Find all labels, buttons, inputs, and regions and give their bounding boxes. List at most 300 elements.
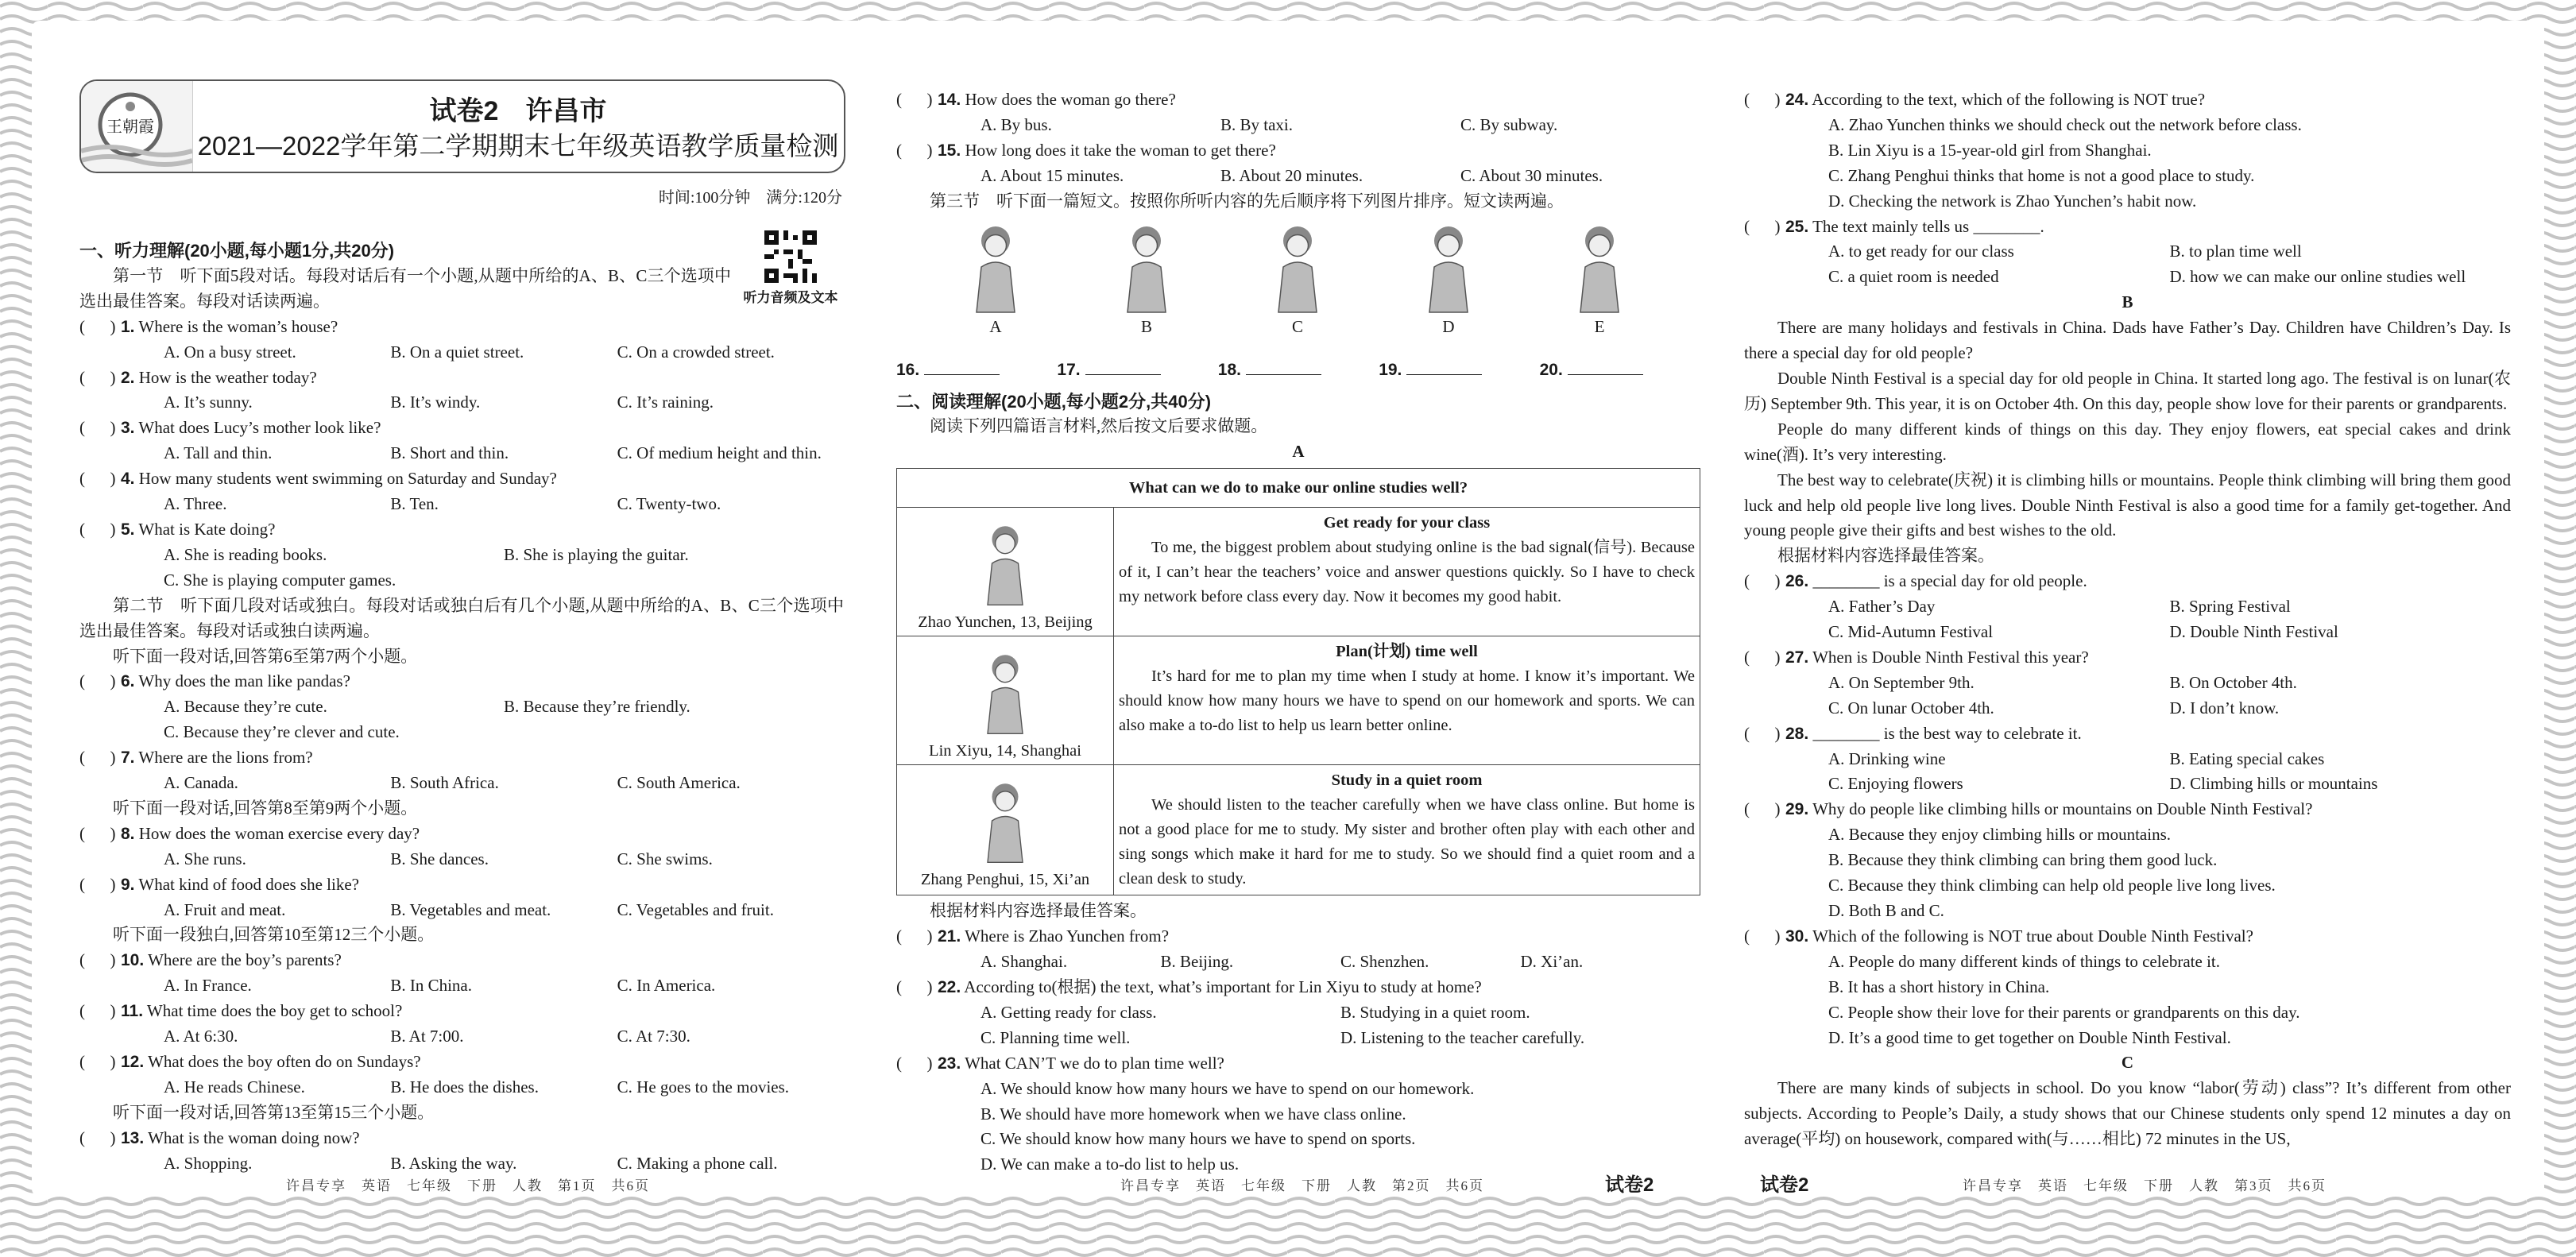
answer-option: B. We should have more homework when we have class online. (981, 1104, 1406, 1124)
answer-blank[interactable]: ( ) (79, 1052, 116, 1071)
answer-option: A. Shanghai. (981, 952, 1068, 972)
blank-number: 20. (1539, 360, 1563, 379)
answer-options (1744, 671, 2511, 721)
answer-blank[interactable]: ( ) (896, 1053, 933, 1073)
passage-a-table (896, 468, 1700, 895)
answer-options (896, 1000, 1700, 1051)
question-1 (79, 315, 844, 340)
answer-options (1744, 950, 2511, 1051)
picture-label: E (1594, 316, 1605, 336)
question-number: 27. (1785, 648, 1809, 667)
answer-options (1744, 113, 2511, 215)
answer-option: C. On a crowded street. (617, 342, 775, 362)
footer-exam-mark: 试卷2 (1605, 1174, 1654, 1196)
question-text: ________ is a special day for old people. (1812, 571, 2087, 591)
answer-options (79, 390, 844, 416)
question-10 (79, 948, 844, 973)
blank-number: 18. (1217, 360, 1241, 379)
answer-option: D. Climbing hills or mountains (2169, 774, 2378, 794)
answer-option: C. Vegetables and fruit. (617, 899, 774, 919)
question-6 (79, 669, 844, 694)
instruction-paragraph: 第一节 听下面5段对话。每段对话后有一个小题,从题中所给的A、B、C三个选项中选出最佳答案。每段对话读两遍。 (79, 265, 731, 311)
page-column-left (79, 238, 844, 1177)
question-text: How does the woman exercise every day? (138, 823, 420, 843)
answer-option: A. Getting ready for class. (981, 1002, 1157, 1022)
answer-option: B. About 20 minutes. (1220, 165, 1363, 185)
tip-text: It’s hard for me to plan my time when I study at home. I know it’s important. We should know how many hours we have to spend on our homework and sports. We can also make a to-do list to help us learn better online. (1119, 667, 1695, 735)
answer-blank[interactable]: ( ) (1744, 647, 1781, 667)
question-number: 14. (938, 91, 961, 109)
tip-heading: Study in a quiet room (1331, 772, 1483, 790)
answer-options (79, 1024, 844, 1050)
answer-option: A. Because they’re cute. (164, 697, 327, 717)
question-text: How long does it take the woman to get there? (965, 140, 1276, 160)
picture-e (1548, 219, 1651, 340)
blank-line[interactable] (1246, 360, 1321, 375)
student-portrait-icon (898, 777, 1112, 864)
answer-option: D. Double Ninth Festival (2169, 622, 2338, 642)
answer-option: B. Because they’re friendly. (504, 697, 690, 717)
cartoon-figure-icon (1095, 219, 1198, 315)
answer-option: A. She runs. (164, 849, 246, 868)
answer-blank[interactable]: ( ) (79, 316, 116, 336)
question-number: 3. (121, 419, 135, 438)
answer-option: B. Vegetables and meat. (390, 899, 551, 919)
answer-option: A. At 6:30. (164, 1027, 238, 1046)
answer-options (79, 492, 844, 517)
picture-c (1246, 219, 1349, 340)
question-text: ________ is the best way to celebrate it. (1812, 723, 2082, 743)
answer-option: B. Eating special cakes (2169, 748, 2325, 768)
answer-blank[interactable]: ( ) (896, 90, 933, 109)
question-text: Where are the boy’s parents? (148, 950, 342, 970)
table-title: What can we do to make our online studies well? (897, 469, 1700, 508)
answer-option: B. He does the dishes. (390, 1077, 539, 1096)
picture-label: C (1291, 316, 1303, 336)
answer-option: B. South Africa. (390, 773, 499, 793)
answer-options (896, 950, 1700, 975)
answer-option: C. Twenty-two. (617, 494, 721, 514)
answer-option: B. It’s windy. (390, 393, 481, 412)
answer-option: A. She is reading books. (164, 544, 327, 564)
question-23 (896, 1051, 1700, 1077)
instruction-paragraph: 听下面一段对话,回答第6至第7两个小题。 (113, 646, 418, 666)
answer-blank[interactable]: ( ) (79, 671, 116, 691)
picture-d (1397, 219, 1500, 340)
question-text: According to(根据) the text, what’s important for Lin Xiyu to study at home? (964, 977, 1482, 996)
answer-blank[interactable]: ( ) (79, 418, 116, 438)
answer-blank[interactable]: ( ) (79, 874, 116, 894)
answer-option: A. It’s sunny. (164, 393, 253, 412)
answer-option: A. Three. (164, 494, 227, 514)
answer-option: C. Enjoying flowers (1828, 774, 1963, 794)
instruction-paragraph: 根据材料内容选择最佳答案。 (1777, 546, 1994, 566)
tip-text: We should listen to the teacher carefully when we have class online. But home is not a good place for me to study. My sister and brother often play with each other and sing songs which make it hard for me to study. So we should find a quiet room and a clean desk to study. (1119, 796, 1695, 888)
answer-option: B. Because they think climbing can bring them good luck. (1828, 850, 2218, 870)
answer-option: A. He reads Chinese. (164, 1077, 305, 1096)
table-row (897, 765, 1700, 895)
answer-option: B. It has a short history in China. (1828, 977, 2050, 996)
question-7 (79, 745, 844, 771)
answer-option: B. Short and thin. (390, 443, 509, 463)
answer-option: A. Fruit and meat. (164, 899, 286, 919)
question-29 (1744, 797, 2511, 822)
instruction-paragraph: 听下面一段对话,回答第13至第15三个小题。 (113, 1102, 435, 1122)
question-number: 29. (1785, 800, 1809, 819)
question-number: 30. (1785, 926, 1809, 946)
instruction-paragraph: There are many holidays and festivals in China. Dads have Father’s Day. Children have Children’s Day. Is there a special day for old people? (1744, 318, 2511, 363)
answer-blank[interactable]: ( ) (1744, 571, 1781, 591)
question-text: According to the text, which of the following is NOT true? (1812, 90, 2206, 109)
answer-option: B. Asking the way. (390, 1153, 517, 1173)
instruction-paragraph: 阅读下列四篇语言材料,然后按文后要求做题。 (930, 416, 1268, 436)
answer-blank[interactable]: ( ) (79, 1001, 116, 1021)
answer-option: A. People do many different kinds of things to celebrate it. (1828, 951, 2220, 971)
answer-blank[interactable]: ( ) (1744, 723, 1781, 743)
question-number: 25. (1785, 217, 1809, 236)
answer-blank[interactable]: ( ) (79, 469, 116, 489)
answer-option: D. Both B and C. (1828, 901, 1944, 920)
answer-option: A. In France. (164, 976, 252, 996)
answer-options (1744, 239, 2511, 290)
question-15 (896, 138, 1700, 164)
question-number: 8. (121, 824, 135, 843)
answer-option: B. On a quiet street. (390, 342, 524, 362)
table-row (897, 636, 1700, 765)
answer-option: A. Tall and thin. (164, 443, 273, 463)
answer-option: B. In China. (390, 976, 472, 996)
instruction-paragraph: 第二节 听下面几段对话或独白。每段对话或独白后有几个小题,从题中所给的A、B、C三个选项中选出最佳答案。每段对话或独白读两遍。 (79, 595, 844, 640)
question-number: 6. (121, 672, 135, 691)
student-name: Lin Xiyu, 14, Shanghai (929, 742, 1081, 760)
question-number: 1. (121, 317, 135, 336)
tip-text: To me, the biggest problem about studying online is the bad signal(信号). Because of it, I can’t hear the teachers’ voice and answer questions quickly. So I have to check my network before class every day. Now it becomes my good habit. (1119, 539, 1695, 606)
question-12 (79, 1050, 844, 1075)
answer-option: A. We should know how many hours we have to spend on our homework. (981, 1078, 1475, 1098)
instruction-paragraph: 听下面一段独白,回答第10至第12三个小题。 (113, 925, 435, 945)
answer-options (79, 898, 844, 923)
answer-options (79, 1075, 844, 1100)
tip-heading: Plan(计划) time well (1336, 643, 1478, 661)
blank-line[interactable] (1085, 360, 1161, 375)
ordering-blank-field[interactable] (1057, 358, 1217, 389)
question-number: 2. (121, 368, 135, 387)
question-number: 28. (1785, 724, 1809, 743)
cartoon-figure-icon (1548, 219, 1651, 315)
cartoon-figure-icon (1397, 219, 1500, 315)
answer-option: A. Canada. (164, 773, 238, 793)
question-text: How many students went swimming on Saturday and Sunday? (138, 469, 557, 489)
exam-title: 试卷2 许昌市 (429, 96, 607, 126)
tip-cell (1114, 765, 1700, 895)
answer-options (79, 1151, 844, 1177)
answer-option: C. She swims. (617, 849, 713, 868)
question-24 (1744, 87, 2511, 113)
answer-blank[interactable]: ( ) (79, 519, 116, 539)
answer-option: C. Because they’re clever and cute. (164, 722, 400, 742)
student-cell (897, 508, 1114, 636)
footer-page-1: 许昌专享 英语 七年级 下册 人教 第1页 共6页 (286, 1178, 650, 1193)
instruction-paragraph: Double Ninth Festival is a special day for old people in China. It started long ago. The festival is on lunar(农历) September 9th. This year, it is on October 4th. On this day, people show love for their parents or grandparents. (1744, 368, 2511, 413)
passage-label: C (2121, 1053, 2134, 1073)
question-text: Where are the lions from? (138, 748, 313, 768)
answer-option: C. She is playing computer games. (164, 570, 396, 590)
page-column-middle (896, 87, 1700, 1178)
answer-blank[interactable]: ( ) (79, 367, 116, 387)
tip-cell (1114, 636, 1700, 765)
answer-option: D. Xi’an. (1520, 952, 1584, 972)
answer-option: C. On lunar October 4th. (1828, 698, 1994, 717)
answer-option: D. Checking the network is Zhao Yunchen’s habit now. (1828, 191, 2197, 211)
answer-options (79, 847, 844, 872)
answer-option: A. Father’s Day (1828, 597, 1936, 617)
qr-code-label: 听力音频及文本 (743, 290, 838, 305)
answer-option: C. Zhang Penghui thinks that home is not a good place to study. (1828, 165, 2255, 185)
answer-option: A. On September 9th. (1828, 672, 1975, 692)
ordering-blank-field[interactable] (1379, 358, 1539, 389)
question-30 (1744, 924, 2511, 950)
cartoon-figure-icon (1246, 219, 1349, 315)
question-4 (79, 466, 844, 492)
question-number: 24. (1785, 91, 1809, 109)
footer-page-3: 许昌专享 英语 七年级 下册 人教 第3页 共6页 (1963, 1178, 2327, 1193)
question-number: 7. (121, 748, 135, 768)
instruction-paragraph: 听下面一段对话,回答第8至第9两个小题。 (113, 798, 418, 818)
picture-label: B (1140, 316, 1152, 336)
answer-option: A. Zhao Yunchen thinks we should check out the network before class. (1828, 114, 2302, 134)
answer-options (896, 113, 1700, 138)
question-text: What kind of food does she like? (138, 874, 359, 894)
answer-options (79, 973, 844, 999)
question-number: 26. (1785, 572, 1809, 591)
question-number: 9. (121, 875, 135, 894)
picture-row (896, 215, 1700, 358)
picture-a (944, 219, 1047, 340)
question-text: What does the boy often do on Sundays? (148, 1052, 421, 1071)
question-number: 22. (938, 977, 961, 996)
question-text: What does Lucy’s mother look like? (138, 418, 381, 438)
question-25 (1744, 215, 2511, 240)
answer-option: A. Because they enjoy climbing hills or mountains. (1828, 825, 2172, 845)
passage-label: A (1292, 442, 1305, 462)
question-13 (79, 1126, 844, 1151)
student-portrait-icon (898, 648, 1112, 736)
section-heading: 二、阅读理解(20小题,每小题2分,共40分) (896, 391, 1212, 412)
answer-options (79, 694, 844, 745)
question-number: 5. (121, 520, 135, 539)
answer-option: B. to plan time well (2169, 242, 2302, 261)
answer-option: D. I don’t know. (2169, 698, 2280, 717)
answer-blank[interactable]: ( ) (896, 977, 933, 996)
answer-option: A. By bus. (981, 114, 1052, 134)
answer-options (896, 164, 1700, 189)
question-22 (896, 975, 1700, 1000)
answer-options (1744, 594, 2511, 645)
answer-blank[interactable]: ( ) (1744, 926, 1781, 946)
answer-option: C. In America. (617, 976, 716, 996)
answer-option: B. She is playing the guitar. (504, 544, 689, 564)
answer-option: D. how we can make our online studies well (2169, 267, 2466, 287)
blank-number: 16. (896, 360, 920, 379)
question-text: Where is the woman’s house? (138, 316, 338, 336)
question-9 (79, 872, 844, 898)
answer-option: B. Studying in a quiet room. (1340, 1002, 1530, 1022)
question-number: 21. (938, 927, 961, 946)
instruction-paragraph: 第三节 听下面一篇短文。按照你所听内容的先后顺序将下列图片排序。短文读两遍。 (930, 191, 1564, 211)
answer-blank[interactable]: ( ) (79, 1127, 116, 1147)
question-text: Where is Zhao Yunchen from? (965, 926, 1170, 946)
answer-options (896, 1077, 1700, 1178)
answer-option: C. Because they think climbing can help old people live long lives. (1828, 876, 2276, 895)
blank-line[interactable] (924, 360, 1000, 375)
answer-options (1744, 822, 2511, 924)
answer-options (1744, 747, 2511, 798)
question-number: 4. (121, 470, 135, 489)
question-number: 12. (121, 1053, 145, 1071)
answer-option: C. South America. (617, 773, 741, 793)
footer-exam-mark: 试卷2 (1760, 1174, 1809, 1196)
blank-line[interactable] (1406, 360, 1482, 375)
question-28 (1744, 721, 2511, 747)
page-column-right (1744, 87, 2511, 1152)
picture-b (1095, 219, 1198, 340)
answer-option: B. By taxi. (1220, 114, 1294, 134)
svg-text:王朝霞: 王朝霞 (106, 117, 154, 136)
answer-option: C. We should know how many hours we have to spend on sports. (981, 1129, 1416, 1149)
publisher-logo (81, 81, 193, 172)
instruction-paragraph: The best way to celebrate(庆祝) it is climbing hills or mountains. People think climbing will bring them good luck and help old people live long lives. Double Ninth Festival is also a good time for a family get-together. And young people give their gifts and best wishes to the old. (1744, 470, 2511, 540)
answer-blank[interactable]: ( ) (896, 140, 933, 160)
answer-option: B. Lin Xiyu is a 15-year-old girl from Shanghai. (1828, 140, 2152, 160)
answer-option: C. By subway. (1460, 114, 1558, 134)
exam-time-score: 时间:100分钟 满分:120分 (658, 189, 842, 207)
answer-option: B. Beijing. (1160, 952, 1234, 972)
question-text: How does the woman go there? (965, 90, 1176, 109)
ordering-blank-field[interactable] (1540, 358, 1700, 389)
question-21 (896, 924, 1700, 950)
answer-blank[interactable]: ( ) (79, 748, 116, 768)
answer-option: C. Of medium height and thin. (617, 443, 822, 463)
question-text: What is the woman doing now? (148, 1127, 360, 1147)
answer-option: C. Shenzhen. (1340, 952, 1429, 972)
exam-header-box (79, 79, 845, 173)
ordering-blanks (896, 358, 1700, 389)
question-text: The text mainly tells us ________. (1812, 216, 2044, 236)
answer-blank[interactable]: ( ) (896, 926, 933, 946)
question-number: 15. (938, 141, 961, 160)
footer-page-2: 许昌专享 英语 七年级 下册 人教 第2页 共6页 (1120, 1178, 1484, 1193)
student-cell (897, 636, 1114, 765)
passage-label: B (2122, 292, 2133, 312)
answer-option: C. a quiet room is needed (1828, 267, 1999, 287)
question-11 (79, 999, 844, 1024)
answer-option: A. On a busy street. (164, 342, 296, 362)
picture-label: D (1442, 316, 1455, 336)
answer-option: C. Mid-Autumn Festival (1828, 622, 1994, 642)
answer-option: A. About 15 minutes. (981, 165, 1124, 185)
question-text: How is the weather today? (138, 367, 317, 387)
answer-option: D. It’s a good time to get together on Double Ninth Festival. (1828, 1027, 2231, 1047)
question-text: What CAN’T we do to plan time well? (965, 1053, 1224, 1073)
question-number: 11. (121, 1002, 144, 1021)
instruction-paragraph: People do many different kinds of things on this day. They enjoy flowers, eat special cakes and drink wine(酒). It’s very interesting. (1744, 419, 2511, 464)
answer-option: B. On October 4th. (2169, 672, 2297, 692)
student-name: Zhao Yunchen, 13, Beijing (918, 613, 1093, 632)
question-text: Why does the man like pandas? (138, 671, 350, 691)
cartoon-figure-icon (944, 219, 1047, 315)
answer-option: A. to get ready for our class (1828, 242, 2014, 261)
answer-blank[interactable]: ( ) (1744, 799, 1781, 819)
answer-options (79, 441, 844, 466)
answer-options (79, 771, 844, 796)
question-number: 23. (938, 1054, 961, 1073)
tip-heading: Get ready for your class (1323, 514, 1491, 532)
question-number: 13. (121, 1128, 145, 1147)
answer-option: D. Listening to the teacher carefully. (1340, 1027, 1585, 1047)
table-row (897, 508, 1700, 636)
picture-label: A (989, 316, 1002, 336)
answer-option: C. He goes to the movies. (617, 1077, 790, 1096)
question-14 (896, 87, 1700, 113)
question-3 (79, 416, 844, 441)
answer-option: C. Planning time well. (981, 1027, 1131, 1047)
student-cell (897, 765, 1114, 895)
answer-option: B. Ten. (390, 494, 439, 514)
section-heading: 一、听力理解(20小题,每小题1分,共20分) (79, 241, 395, 261)
answer-options (79, 543, 844, 594)
exam-subtitle: 2021—2022学年第二学期期末七年级英语教学质量检测 (197, 131, 839, 161)
question-text: Which of the following is NOT true about Double Ninth Festival? (1812, 926, 2253, 946)
answer-option: B. She dances. (390, 849, 489, 868)
question-2 (79, 365, 844, 391)
student-name: Zhang Penghui, 15, Xi’an (920, 871, 1090, 889)
answer-option: D. We can make a to-do list to help us. (981, 1155, 1240, 1174)
tip-cell (1114, 508, 1700, 636)
answer-option: B. Spring Festival (2169, 597, 2291, 617)
answer-option: C. People show their love for their parents or grandparents on this day. (1828, 1002, 2300, 1022)
instruction-paragraph: There are many kinds of subjects in school. Do you know “labor(劳动) class”? It’s different from other subjects. According to People’s Daily, a study shows that our Chinese students only spend 12 minutes a day on average(平均) on housework, compared with(与……相比) 72 minutes in the US, (1744, 1078, 2511, 1149)
instruction-paragraph: 根据材料内容选择最佳答案。 (930, 901, 1147, 921)
blank-number: 19. (1379, 360, 1402, 379)
ordering-blank-field[interactable] (1218, 358, 1379, 389)
question-number: 10. (121, 951, 145, 970)
question-text: What is Kate doing? (138, 519, 276, 539)
student-portrait-icon (898, 520, 1112, 607)
ordering-blank-field[interactable] (896, 358, 1057, 389)
question-8 (79, 822, 844, 847)
answer-option: A. Drinking wine (1828, 748, 1946, 768)
answer-blank[interactable]: ( ) (1744, 216, 1781, 236)
blank-number: 17. (1057, 360, 1081, 379)
answer-option: C. It’s raining. (617, 393, 714, 412)
answer-option: B. At 7:00. (390, 1027, 464, 1046)
answer-option: C. Making a phone call. (617, 1153, 778, 1173)
answer-option: C. About 30 minutes. (1460, 165, 1603, 185)
blank-line[interactable] (1568, 360, 1643, 375)
question-text: What time does the boy get to school? (146, 1001, 403, 1021)
answer-blank[interactable]: ( ) (79, 950, 116, 970)
question-26 (1744, 569, 2511, 594)
question-5 (79, 517, 844, 543)
question-text: Why do people like climbing hills or mountains on Double Ninth Festival? (1812, 799, 2313, 819)
answer-option: C. At 7:30. (617, 1027, 690, 1046)
answer-option: A. Shopping. (164, 1153, 253, 1173)
question-text: When is Double Ninth Festival this year? (1812, 647, 2089, 667)
answer-options (79, 340, 844, 365)
answer-blank[interactable]: ( ) (79, 823, 116, 843)
answer-blank[interactable]: ( ) (1744, 90, 1781, 109)
question-27 (1744, 645, 2511, 671)
